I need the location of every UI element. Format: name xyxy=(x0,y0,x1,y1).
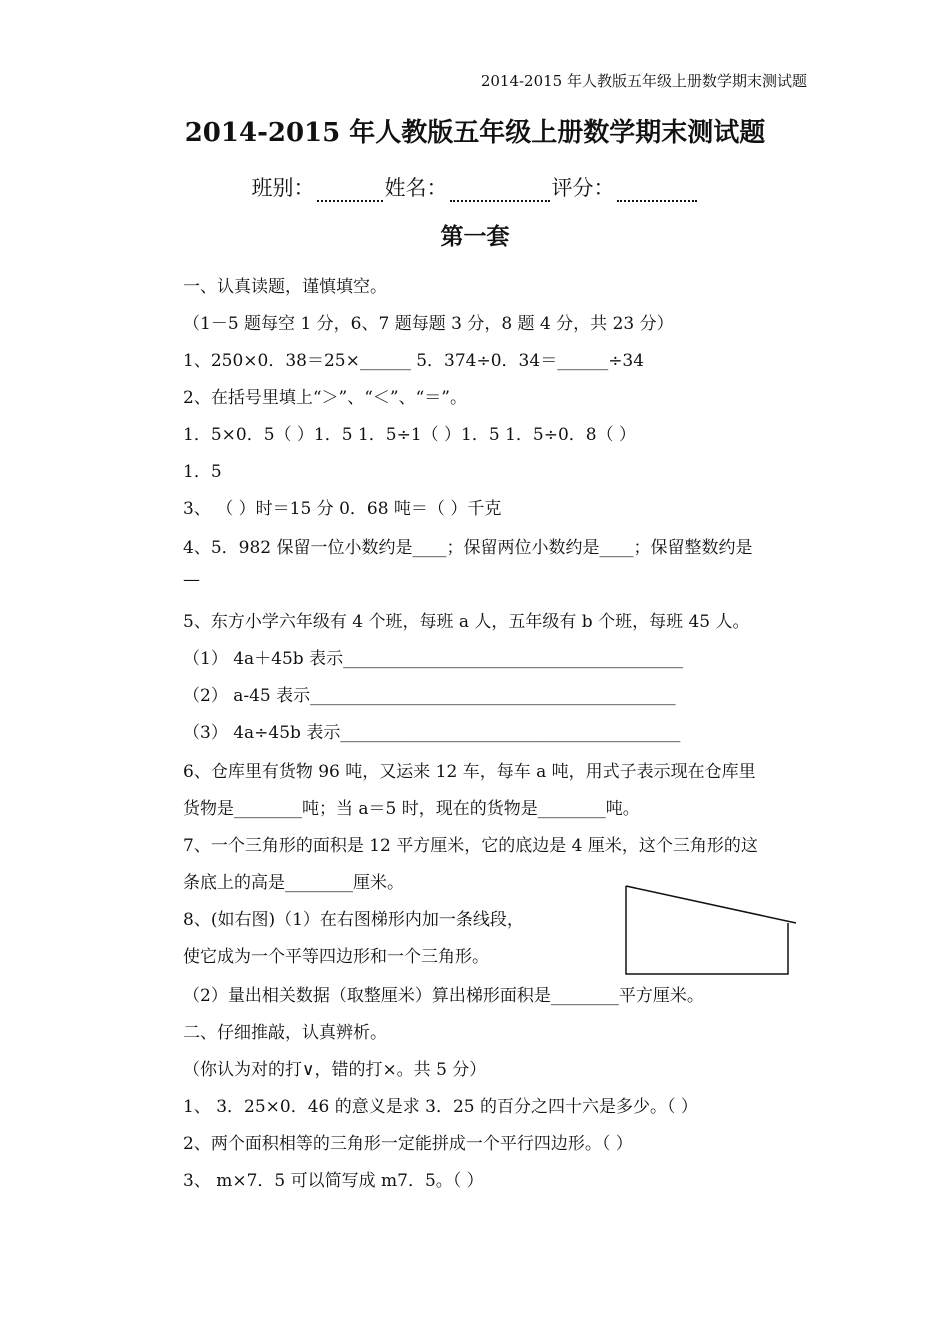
question-line: 2、两个面积相等的三角形一定能拼成一个平行四边形。（ ） xyxy=(183,1134,633,1154)
question-line: 1．5×0．5（ ）1．5 1．5÷1（ ）1．5 1．5÷0．8（ ） xyxy=(183,425,636,445)
question-line: 2、在括号里填上“＞”、“＜”、“＝”。 xyxy=(183,388,467,408)
question-line: （2） a-45 表示___________________________________________ xyxy=(183,686,676,706)
question-line: 使它成为一个平等四边形和一个三角形。 xyxy=(183,947,489,967)
question-line: （1） 4a＋45b 表示________________________________________ xyxy=(183,649,684,669)
question-line: 条底上的高是________厘米。 xyxy=(183,873,404,893)
trapezoid-sides xyxy=(626,886,788,974)
set-title: 第一套 xyxy=(440,223,510,250)
score-label: 评分： xyxy=(551,176,615,200)
question-line: 7、一个三角形的面积是 12 平方厘米，它的底边是 4 厘米，这个三角形的这 xyxy=(183,836,758,856)
question-line: 货物是________吨；当 a＝5 时，现在的货物是________吨。 xyxy=(183,799,640,819)
running-header: 2014-2015 年人教版五年级上册数学期末测试题 xyxy=(480,72,807,90)
question-line: （2）量出相关数据（取整厘米）算出梯形面积是________平方厘米。 xyxy=(183,986,704,1006)
section-heading: 二、仔细推敲，认真辨析。 xyxy=(183,1023,387,1043)
page-title: 2014-2015 年人教版五年级上册数学期末测试题 xyxy=(184,118,766,148)
question-line: 6、仓库里有货物 96 吨，又运来 12 车，每车 a 吨，用式子表示现在仓库里 xyxy=(183,762,756,782)
trapezoid-slanted-top xyxy=(626,886,796,923)
name-blank[interactable] xyxy=(450,178,550,202)
class-blank[interactable] xyxy=(317,178,383,202)
question-line: 1、 3．25×0．46 的意义是求 3．25 的百分之四十六是多少。（ ） xyxy=(183,1097,698,1117)
question-line: — xyxy=(183,570,200,590)
section-scoring-note: （你认为对的打∨，错的打×。共 5 分） xyxy=(183,1060,487,1080)
name-label: 姓名： xyxy=(384,176,448,200)
question-line: 5、东方小学六年级有 4 个班，每班 a 人，五年级有 b 个班，每班 45 人。 xyxy=(183,612,750,632)
score-blank[interactable] xyxy=(617,178,697,202)
question-line: 1．5 xyxy=(183,462,222,482)
question-line: 8、(如右图)（1）在右图梯形内加一条线段， xyxy=(183,910,524,930)
question-line: 1、250×0．38＝25×______ 5．374÷0．34＝______÷34 xyxy=(183,351,645,371)
class-label: 班别： xyxy=(251,176,315,200)
question-line: 3、 （ ）时＝15 分 0．68 吨＝（ ）千克 xyxy=(183,499,502,519)
section-heading: 一、认真读题，谨慎填空。 xyxy=(183,277,387,297)
section-scoring-note: （1－5 题每空 1 分，6、7 题每题 3 分，8 题 4 分，共 23 分） xyxy=(183,314,674,334)
trapezoid-figure xyxy=(620,880,805,980)
question-line: 4、5．982 保留一位小数约是____；保留两位小数约是____；保留整数约是 xyxy=(183,538,753,558)
student-info-line xyxy=(0,172,950,202)
question-line: （3） 4a÷45b 表示________________________________________ xyxy=(183,723,681,743)
question-line: 3、 m×7．5 可以简写成 m7．5。（ ） xyxy=(183,1171,484,1191)
